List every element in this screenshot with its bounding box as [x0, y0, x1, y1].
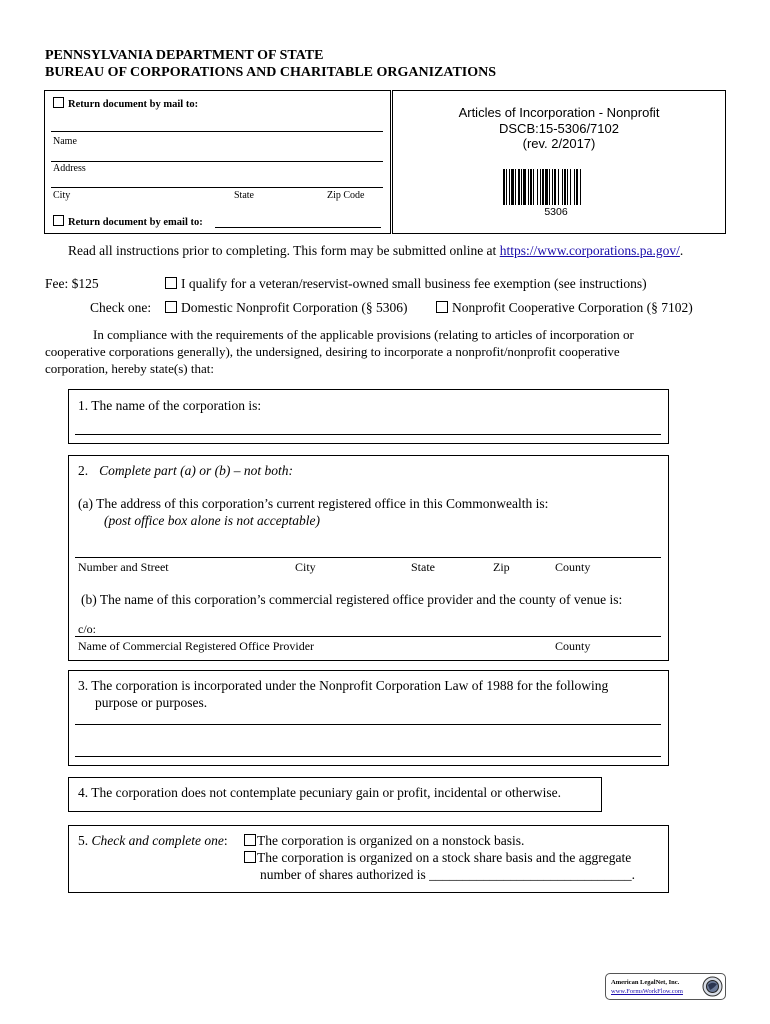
city-label-2: City — [295, 560, 316, 574]
globe-logo-icon — [702, 976, 723, 997]
section-1-box — [68, 389, 669, 444]
compliance-line-3: corporation, hereby state(s) that: — [45, 361, 214, 376]
return-by-mail-option[interactable] — [53, 97, 198, 110]
domestic-nonprofit-option[interactable] — [165, 300, 407, 316]
compliance-paragraph — [45, 326, 634, 377]
purpose-line-b[interactable] — [75, 756, 661, 757]
check-one-label: Check one: — [90, 300, 152, 315]
form-revision: (rev. 2/2017) — [522, 136, 596, 151]
county-label-2: County — [555, 639, 591, 653]
return-document-box — [44, 90, 391, 234]
email-checkbox[interactable] — [53, 215, 64, 226]
section-5-heading — [78, 833, 228, 849]
section-2-heading — [78, 463, 293, 479]
care-of-label: c/o: — [78, 622, 96, 636]
county-label: County — [555, 560, 591, 574]
stock-share-checkbox[interactable] — [244, 851, 256, 863]
section-5-box — [68, 825, 669, 893]
compliance-line-2: cooperative corporations generally), the undersigned, desiring to incorporate a nonprofit/nonprofit cooperative — [45, 344, 620, 359]
part-b-text: (b) The name of this corporation’s commercial registered office provider and the county of venue is: — [81, 592, 623, 607]
city-label: City — [53, 190, 71, 201]
bureau-title: BUREAU OF CORPORATIONS AND CHARITABLE ORGANIZATIONS — [45, 65, 497, 80]
fee-exemption-label: I qualify for a veteran/reservist-owned small business fee exemption (see instructions) — [181, 276, 647, 291]
stock-share-option[interactable] — [244, 850, 631, 866]
online-submission-link[interactable]: https://www.corporations.pa.gov/ — [499, 243, 680, 258]
section-2-box — [68, 455, 669, 661]
nonstock-option[interactable] — [244, 833, 524, 849]
corporation-name-label: 1. The name of the corporation is: — [78, 398, 262, 413]
fee-label: Fee: $125 — [45, 276, 99, 291]
return-by-email-option[interactable] — [53, 215, 203, 228]
footer-badge — [605, 973, 726, 1000]
nonprofit-cooperative-option[interactable] — [436, 300, 693, 316]
barcode-image — [503, 169, 609, 205]
section-5-instruction: Check and complete one — [91, 833, 224, 848]
section-5-colon: : — [223, 833, 228, 848]
address-line[interactable] — [51, 161, 383, 162]
mail-checkbox[interactable] — [53, 97, 64, 108]
email-label: Return document by email to: — [68, 217, 203, 228]
nonprofit-cooperative-checkbox[interactable] — [436, 301, 448, 313]
section-2-instruction: Complete part (a) or (b) – not both: — [99, 463, 293, 478]
zip-code-label: Zip Code — [327, 190, 365, 201]
part-a-text: (a) The address of this corporation’s current registered office in this Commonwealth is: — [78, 496, 549, 511]
email-line[interactable] — [215, 227, 381, 228]
provider-line[interactable] — [75, 636, 661, 637]
provider-label: Name of Commercial Registered Office Provider — [78, 639, 315, 653]
instructions-sentence: Read all instructions prior to completing. This form may be submitted online at — [68, 243, 500, 258]
section-5-number: 5. — [78, 833, 89, 848]
part-a-note: (post office box alone is not acceptable) — [104, 513, 320, 528]
barcode-number: 5306 — [544, 206, 568, 218]
footer-url[interactable]: www.FormsWorkFlow.com — [611, 988, 683, 995]
stock-share-label: The corporation is organized on a stock share basis and the aggregate — [257, 850, 632, 865]
fee-exemption-checkbox[interactable] — [165, 277, 177, 289]
form-title: Articles of Incorporation - Nonprofit — [458, 105, 660, 120]
section-2-number: 2. — [78, 463, 89, 478]
nonstock-label: The corporation is organized on a nonstock basis. — [257, 833, 525, 848]
registered-office-line[interactable] — [75, 557, 661, 558]
purpose-text — [78, 677, 608, 711]
purpose-line-1: 3. The corporation is incorporated under the Nonprofit Corporation Law of 1988 for the following — [78, 678, 609, 693]
corporation-name-line[interactable] — [75, 434, 661, 435]
nonstock-checkbox[interactable] — [244, 834, 256, 846]
instructions-period: . — [679, 243, 684, 258]
state-label-2: State — [411, 560, 435, 574]
fee-exemption-option[interactable] — [165, 276, 647, 292]
city-state-zip-line[interactable] — [51, 187, 383, 188]
mail-label: Return document by mail to: — [68, 99, 199, 110]
nonprofit-cooperative-label: Nonprofit Cooperative Corporation (§ 7102) — [452, 300, 693, 315]
purpose-line-2: purpose or purposes. — [95, 695, 208, 710]
domestic-nonprofit-checkbox[interactable] — [165, 301, 177, 313]
purpose-line-a[interactable] — [75, 724, 661, 725]
compliance-line-1: In compliance with the requirements of the applicable provisions (relating to articles of incorporation or — [93, 327, 634, 342]
number-street-label: Number and Street — [78, 560, 169, 574]
zip-label-2: Zip — [493, 560, 510, 574]
shares-authorized-line[interactable]: number of shares authorized is ______________________________. — [260, 867, 635, 882]
section-3-box — [68, 670, 669, 766]
pecuniary-gain-statement: 4. The corporation does not contemplate pecuniary gain or profit, incidental or otherwise. — [78, 785, 561, 800]
instructions-text — [68, 243, 683, 259]
address-label: Address — [53, 163, 86, 174]
domestic-nonprofit-label: Domestic Nonprofit Corporation (§ 5306) — [181, 300, 408, 315]
department-title: PENNSYLVANIA DEPARTMENT OF STATE — [45, 48, 324, 63]
section-4-box — [68, 777, 602, 812]
footer-company: American LegalNet, Inc. — [611, 979, 680, 986]
state-label: State — [234, 190, 254, 201]
name-line[interactable] — [51, 131, 383, 132]
name-label: Name — [53, 136, 77, 147]
form-id-box — [392, 90, 726, 234]
form-code: DSCB:15-5306/7102 — [499, 120, 619, 136]
